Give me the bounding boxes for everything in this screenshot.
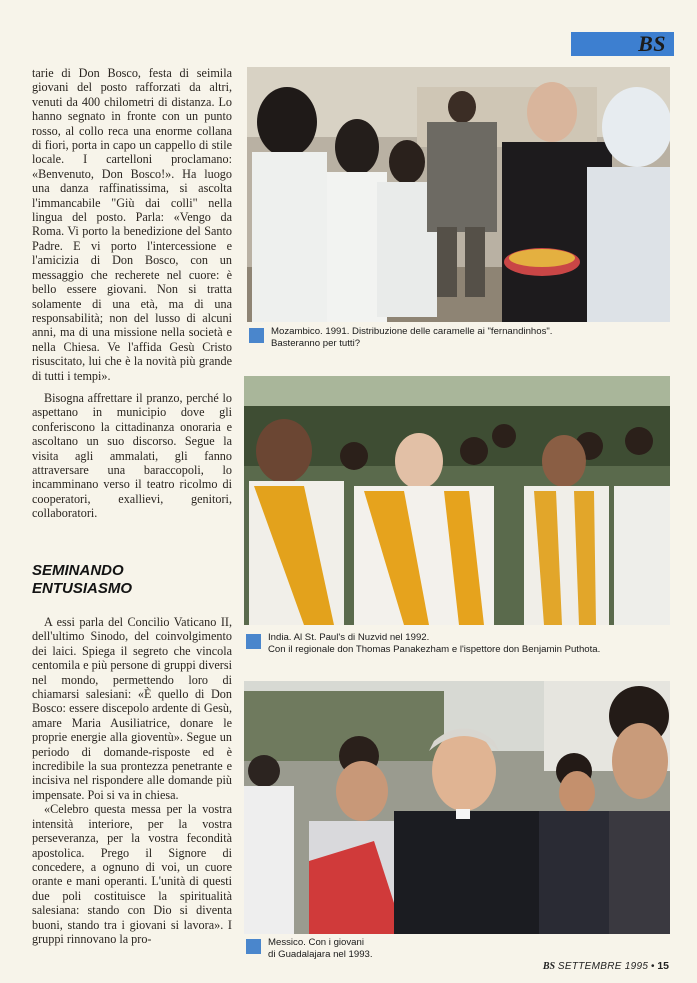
caption-line: di Guadalajara nel 1993.: [268, 948, 373, 960]
footer-separator: •: [651, 961, 655, 972]
caption-line: Mozambico. 1991. Distribuzione delle caramelle ai "fernandinhos".: [271, 326, 553, 337]
section-tag-label: BS: [638, 31, 666, 56]
caption-marker: [249, 328, 264, 343]
page-number: 15: [657, 960, 669, 972]
footer-magazine: BS: [542, 961, 556, 972]
caption-line: India. Al St. Paul's di Nuzvid nel 1992.: [268, 632, 430, 643]
article-paragraph: A essi parla del Concilio Vaticano II, dell'ultimo Sinodo, del coinvolgimento dei laici. Spiega il segreto che vincola centomila e più persone di gruppi diversi nel mondo, permettendo loro di chiamarsi salesiani: «È quello di Don Bosco: essere discepolo ardente di Gesù, amare Maria Ausiliatrice, donare le proprie energie alla gioventù». Segue un periodo di domande-risposte ed è incredibile la sua prontezza penetrante e incisiva nel rispondere alle domande più impensate. Poi si va in chiesa.: [32, 615, 232, 802]
photo-india: [244, 376, 670, 625]
section-tag: [571, 32, 674, 56]
article-paragraph: tarie di Don Bosco, festa di seimila giovani del posto rafforzati da altri, venuti da 400 chilometri di distanza. Lo hanno segnato in fronte con un punto rosso, al collo reca una enorme collana di fiori, porta in capo un cappello di stile locale. I cartelloni proclamano: «Benvenuto, Don Bosco!». Ha luogo una danza raffinatissima, si ascolta l'immancabile "Giù dai colli" nella lingua del posto. Parla: «Vengo da Roma. Vi porto la benedizione del Santo Padre. E vi porto l'intercessione e l'amicizia di Don Bosco, con un messaggio che recherete nel cuore: è bello essere giovani. Non si tratta solamente di una età, ma di una responsabilità; non del lusso di alcuni anni, ma di una missione nella società e nella Chiesa. Ve l'affida Gesù Cristo risuscitato, lui che è la novità più grande di tutti i tempi».: [32, 66, 232, 383]
footer-month-year: SETTEMBRE 1995: [557, 961, 649, 972]
section-heading: [32, 562, 232, 598]
article-column-bottom: [32, 615, 232, 946]
caption-india: [246, 632, 670, 655]
caption-line: Messico. Con i giovani: [268, 937, 364, 948]
caption-mozambique: [249, 326, 669, 349]
caption-line: Basteranno per tutti?: [271, 337, 361, 349]
article-column-middle: [32, 391, 232, 521]
photo-mexico: [244, 681, 670, 934]
page-footer: [543, 960, 669, 972]
caption-marker: [246, 939, 261, 954]
photo-mozambique: [247, 67, 670, 322]
caption-line: Con il regionale don Thomas Panakezham e l'ispettore don Benjamin Puthota.: [268, 643, 601, 655]
section-heading-line1: SEMINANDO: [32, 562, 124, 579]
section-heading-line2: ENTUSIASMO: [32, 580, 133, 597]
caption-marker: [246, 634, 261, 649]
caption-mexico: [246, 937, 446, 960]
article-column-top: [32, 66, 232, 383]
article-paragraph: Bisogna affrettare il pranzo, perché lo aspettano in municipio dove gli conferiscono la cittadinanza onoraria e ascoltano un suo discorso. Segue la visita agli ammalati, gli fanno attraversare una baraccopoli, lo incamminano verso il teatro ricolmo di cooperatori, exallievi, genitori, collaboratori.: [32, 391, 232, 521]
article-paragraph: «Celebro questa messa per la vostra intensità interiore, per la vostra perseveranza, per la vostra fecondità apostolica. Prego il Signore di concedere, a ognuno di voi, un cuore orante e mani operanti. L'unità di questi due poli costituisce la spiritualità salesiana: stando con Dio si diventa buoni, stando tra i giovani si lavora». I gruppi rinnovano la pro-: [32, 802, 232, 946]
